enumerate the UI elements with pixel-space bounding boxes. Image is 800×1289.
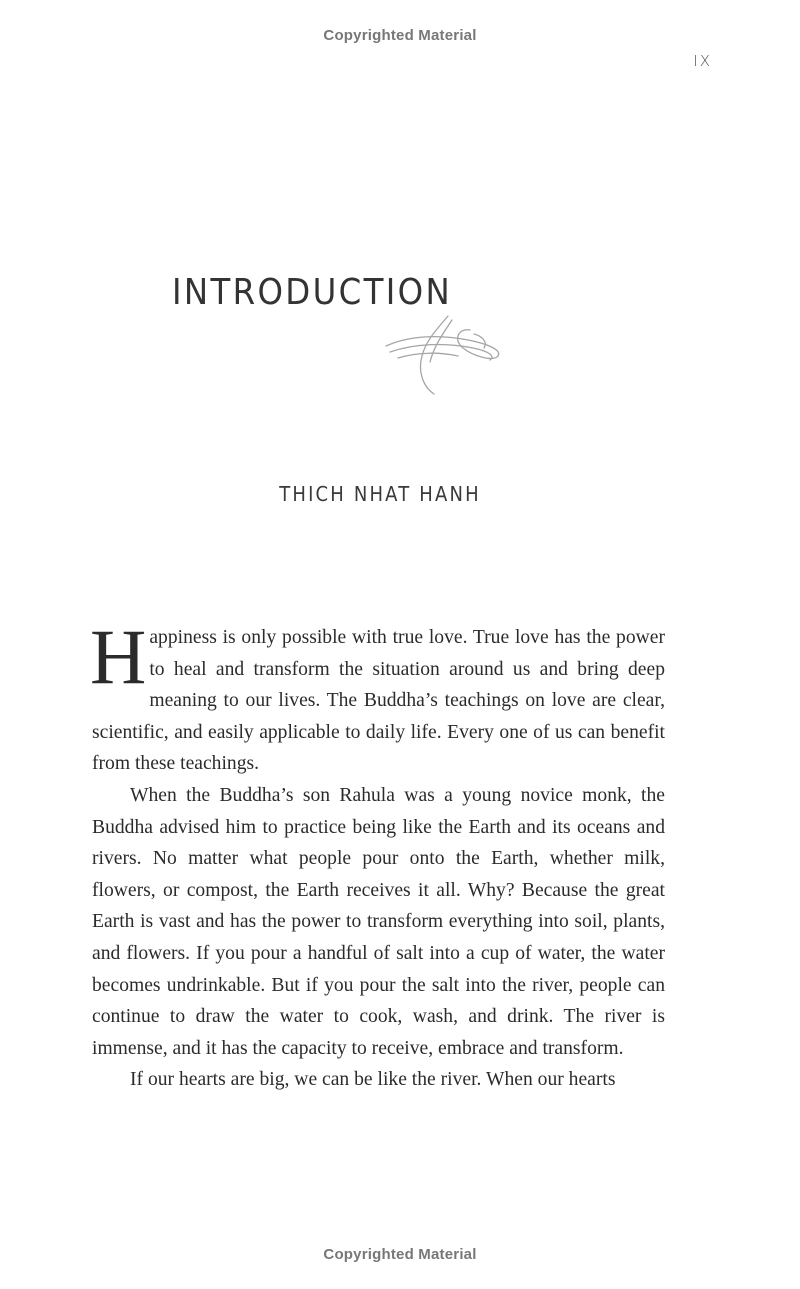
body-text bbox=[90, 613, 665, 1096]
author-name: THICH NHAT HANH bbox=[279, 482, 481, 506]
paragraph-1-text: appiness is only possible with true love. True love has the power to heal and transform the situation around us and bring deep meaning to our lives. The Buddha’s teachings on love are clear, scientific, and easily applicable to daily life. Every one of us can benefit from these teachings. bbox=[92, 627, 665, 775]
paragraph-3: If our hearts are big, we can be like the river. When our hearts bbox=[130, 1069, 616, 1091]
copyright-watermark-top: Copyrighted Material bbox=[323, 27, 477, 44]
drop-cap: H bbox=[90, 613, 147, 700]
copyright-watermark-bottom: Copyrighted Material bbox=[323, 1246, 477, 1263]
chapter-title: INTRODUCTION bbox=[172, 272, 453, 313]
flourish-ornament-icon bbox=[378, 306, 508, 402]
page-number: IX bbox=[693, 52, 712, 70]
paragraph-2: When the Buddha’s son Rahula was a young novice monk, the Buddha advised him to practice being like the Earth and its oceans and rivers. No matter what people pour onto the Earth, whether milk, flowers, or compost, the Earth receives it all. Why? Because the great Earth is vast and has the power to transform everything into soil, plants, and flowers. If you pour a handful of salt into a cup of water, the water becomes undrinkable. But if you pour the salt into the river, people can continue to draw the water to cook, wash, and drink. The river is immense, and it has the capacity to receive, embrace and transform. bbox=[92, 784, 665, 1059]
paragraph-1 bbox=[90, 613, 665, 780]
